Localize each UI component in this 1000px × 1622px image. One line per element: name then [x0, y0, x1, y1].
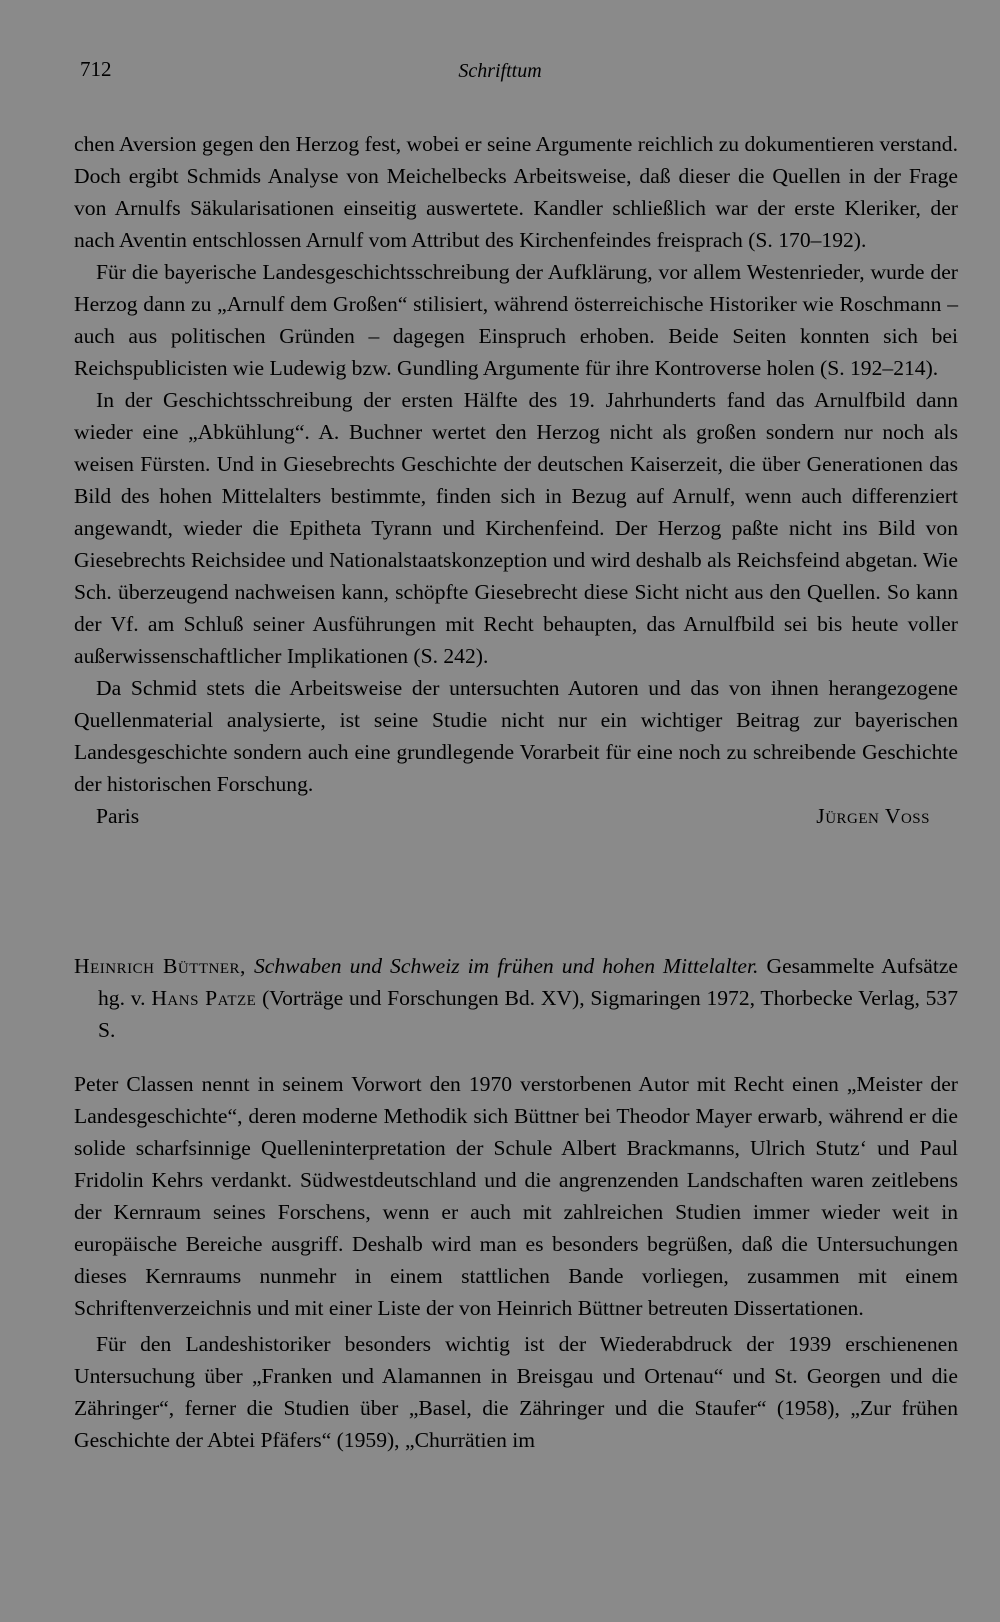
book-editor: Hans Patze — [151, 986, 257, 1010]
page-body — [74, 128, 958, 1456]
review-signature — [74, 800, 958, 832]
review1-paragraph: Für die bayerische Landesgeschichtsschreibung der Aufklärung, vor allem Westenrieder, wurde der Herzog dann zu „Arnulf dem Großen“ stilisiert, während österreichische Historiker wie Roschmann – auch aus politischen Gründen – dagegen Einspruch erhoben. Beide Seiten konnten sich bei Reichspublicisten wie Ludewig bzw. Gundling Argumente für ihre Kontroverse holen (S. 192–214). — [74, 260, 958, 380]
bibliographic-entry — [74, 950, 958, 1046]
review2-paragraph: Peter Classen nennt in seinem Vorwort den 1970 verstorbenen Autor mit Recht einen „Meister der Landesgeschichte“, deren moderne Methodik sich Büttner bei Theodor Mayer erwarb, während er die solide scharfsinnige Quelleninterpretation der Schule Albert Brackmanns, Ulrich Stutz‘ und Paul Fridolin Kehrs verdankt. Südwestdeutschland und die angrenzenden Landschaften waren zeitlebens der Kernraum seines Forschens, wenn er auch mit zahlreichen Studien immer wieder weit in europäische Bereiche ausgriff. Deshalb wird man es besonders begrüßen, daß die Untersuchungen dieses Kernraums nunmehr in einem stattlichen Bande vorliegen, zusammen mit einem Schriftenverzeichnis und mit einer Liste der von Heinrich Büttner betreuten Dissertationen. — [74, 1071, 958, 1320]
book-title: Schwaben und Schweiz im frühen und hohen Mittelalter. — [254, 954, 759, 978]
review1-paragraph: In der Geschichtsschreibung der ersten Hälfte des 19. Jahrhunderts fand das Arnulfbild dann wieder eine „Abkühlung“. A. Buchner wertet den Herzog nicht als großen sondern nur noch als weisen Fürsten. Und in Giesebrechts Geschichte der deutschen Kaiserzeit, die über Generationen das Bild des hohen Mittelalters bestimmte, finden sich in Bezug auf Arnulf, wenn auch differenziert angewandt, wieder die Epitheta Tyrann und Kirchenfeind. Der Herzog paßte nicht ins Bild von Giesebrechts Reichsidee und Nationalstaatskonzeption und wird deshalb als Reichsfeind abgetan. Wie Sch. überzeugend nachweisen kann, schöpfte Giesebrecht diese Sicht nicht aus den Quellen. So kann der Vf. am Schluß seiner Ausführungen mit Recht behaupten, das Arnulfbild sei bis heute voller außerwissenschaftlicher Implikationen (S. 242). — [74, 388, 958, 668]
signature-reviewer: Jürgen Voss — [816, 804, 930, 828]
book-author: Heinrich Büttner, — [74, 954, 246, 978]
signature-place: Paris — [96, 804, 140, 828]
review1-paragraph: Da Schmid stets die Arbeitsweise der untersuchten Autoren und das von ihnen herangezogene Quellenmaterial analysierte, ist seine Studie nicht nur ein wichtiger Beitrag zur bayerischen Landesgeschichte sondern auch eine grundlegende Vorarbeit für eine noch zu schreibende Geschichte der historischen Forschung. — [74, 676, 958, 796]
bib-details-pre: Gesammelte Aufsätze hg. v. — [98, 954, 958, 1010]
review2-paragraph: Für den Landeshistoriker besonders wichtig ist der Wiederabdruck der 1939 erschienenen Untersuchung über „Franken und Alamannen in Breisgau und Ortenau“ und St. Georgen und die Zähringer“, ferner die Studien über „Basel, die Zähringer und die Staufer“ (1958), „Zur frühen Geschichte der Abtei Pfäfers“ (1959), „Churrätien im — [74, 1331, 958, 1452]
running-title: Schrifttum — [458, 60, 542, 82]
bib-details-post: (Vorträge und Forschungen Bd. XV), Sigmaringen 1972, Thorbecke Verlag, 537 S. — [98, 986, 958, 1042]
review1-paragraph: chen Aversion gegen den Herzog fest, wobei er seine Argumente reichlich zu dokumentieren verstand. Doch ergibt Schmids Analyse von Meichelbecks Arbeitsweise, daß dieser die Quellen in der Frage von Arnulfs Säkularisationen einseitig auswertete. Kandler schließlich war der erste Kleriker, der nach Aventin entschlossen Arnulf vom Attribut des Kirchenfeindes freisprach (S. 170–192). — [74, 132, 958, 252]
page-number: 712 — [80, 57, 112, 81]
